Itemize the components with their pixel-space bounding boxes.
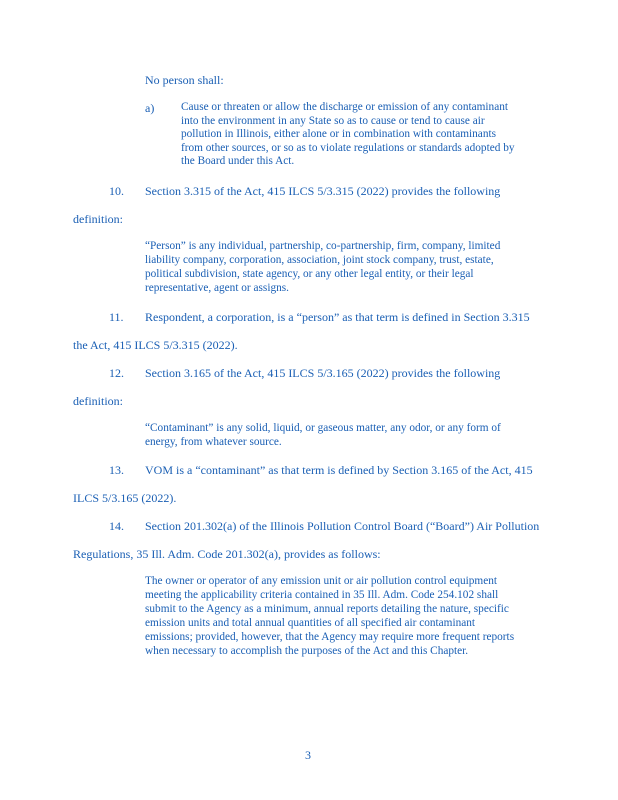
item-a-label: a) bbox=[145, 101, 155, 115]
quote-line: liability company, corporation, association, joint stock company, trust, estate, bbox=[145, 254, 494, 266]
paragraph-number: 12. bbox=[109, 366, 124, 380]
paragraph-text: VOM is a “contaminant” as that term is defined by Section 3.165 of the Act, 415 bbox=[145, 463, 533, 477]
paragraph-text: definition: bbox=[73, 212, 123, 226]
quote-line: The owner or operator of any emission unit or air pollution control equipment bbox=[145, 575, 498, 587]
quote-line: meeting the applicability criteria contained in 35 Ill. Adm. Code 254.102 shall bbox=[145, 589, 499, 601]
paragraph-text: Regulations, 35 Ill. Adm. Code 201.302(a), provides as follows: bbox=[73, 547, 381, 561]
item-a-line: Cause or threaten or allow the discharge or emission of any contaminant bbox=[181, 101, 508, 113]
item-a-line: into the environment in any State so as to cause or tend to cause air bbox=[181, 114, 485, 127]
quote-line: “Contaminant” is any solid, liquid, or gaseous matter, any odor, or any form of bbox=[145, 422, 501, 434]
quote-line: “Person” is any individual, partnership, co-partnership, firm, company, limited bbox=[145, 240, 501, 252]
item-a-line: the Board under this Act. bbox=[181, 155, 295, 167]
quote-line: submit to the Agency as a minimum, annual reports detailing the nature, specific bbox=[145, 603, 509, 615]
paragraph-text: Section 3.315 of the Act, 415 ILCS 5/3.315 (2022) provides the following bbox=[145, 184, 501, 198]
paragraph-text: Section 3.165 of the Act, 415 ILCS 5/3.165 (2022) provides the following bbox=[145, 366, 501, 380]
quote-line: representative, agent or assigns. bbox=[145, 282, 289, 294]
item-a-line: from other sources, or so as to violate regulations or standards adopted by bbox=[181, 141, 515, 154]
quote-line: when necessary to accomplish the purposes of the Act and this Chapter. bbox=[145, 645, 469, 657]
intro-text: No person shall: bbox=[145, 73, 224, 87]
quote-line: political subdivision, state agency, or any other legal entity, or their legal bbox=[145, 268, 474, 280]
paragraph-text: ILCS 5/3.165 (2022). bbox=[73, 491, 177, 505]
item-a-line: pollution in Illinois, either alone or in combination with contaminants bbox=[181, 128, 497, 140]
paragraph-text: Section 201.302(a) of the Illinois Pollution Control Board (“Board”) Air Pollution bbox=[145, 519, 540, 533]
paragraph-number: 10. bbox=[109, 184, 124, 198]
paragraph-number: 13. bbox=[109, 463, 124, 477]
page-number: 3 bbox=[305, 748, 311, 762]
paragraph-text: definition: bbox=[73, 394, 123, 408]
paragraph-number: 14. bbox=[109, 519, 124, 533]
quote-line: emissions; provided, however, that the Agency may require more frequent reports bbox=[145, 631, 515, 643]
quote-line: energy, from whatever source. bbox=[145, 436, 282, 448]
paragraph-number: 11. bbox=[109, 310, 124, 324]
quote-line: emission units and total annual quantities of all specified air contaminant bbox=[145, 617, 476, 629]
paragraph-text: Respondent, a corporation, is a “person” as that term is defined in Section 3.315 bbox=[145, 310, 530, 324]
paragraph-text: the Act, 415 ILCS 5/3.315 (2022). bbox=[73, 338, 238, 352]
